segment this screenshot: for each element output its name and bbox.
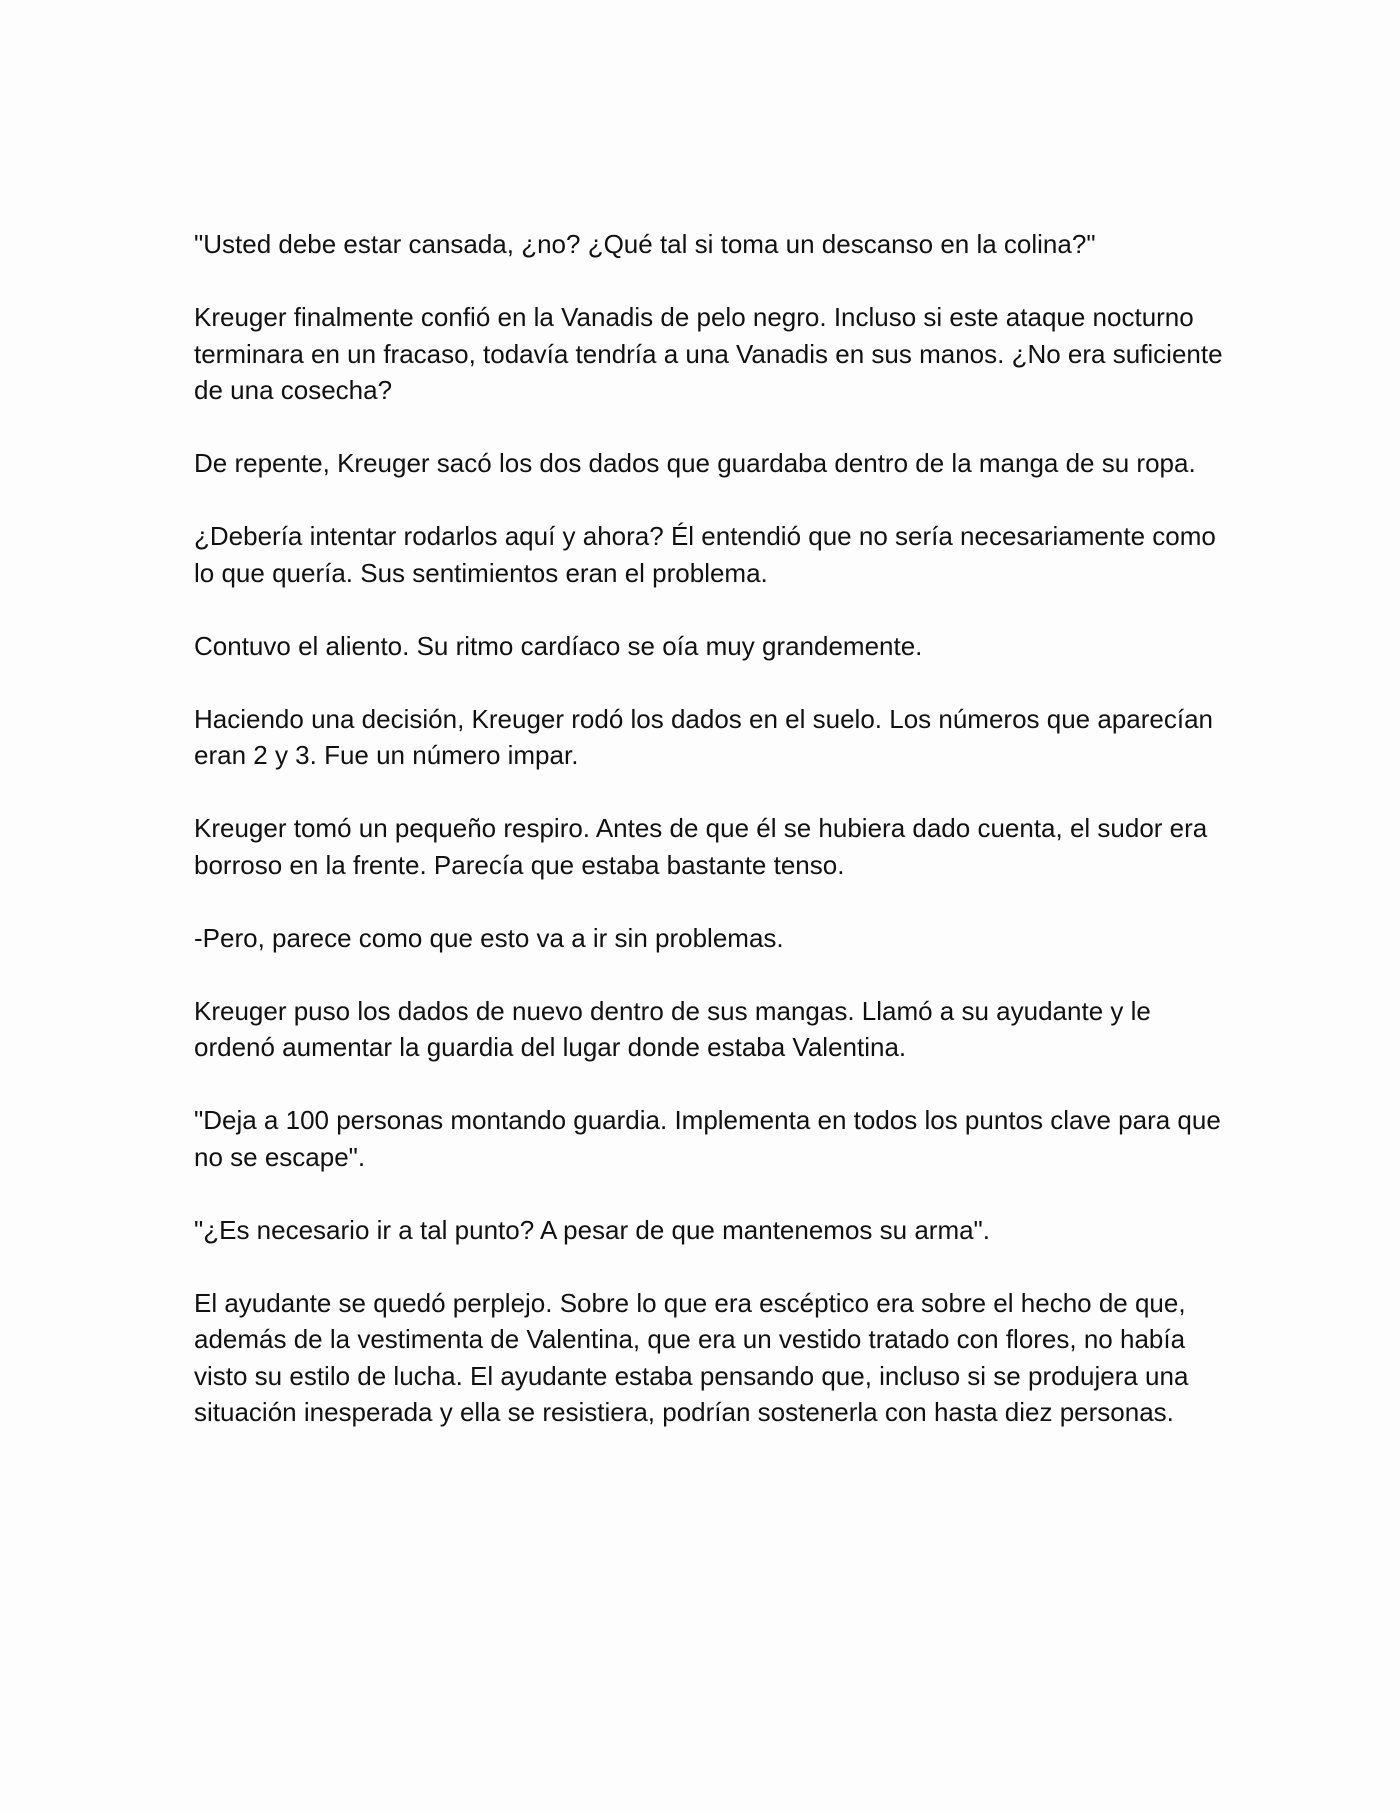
paragraph: Kreuger tomó un pequeño respiro. Antes de que él se hubiera dado cuenta, el sudor era borroso en la frente. Parecía que estaba bastante tenso. xyxy=(194,813,1208,880)
paragraph: "Deja a 100 personas montando guardia. Implementa en todos los puntos clave para que no se escape". xyxy=(194,1105,1221,1172)
paragraph: "Usted debe estar cansada, ¿no? ¿Qué tal si toma un descanso en la colina?" xyxy=(194,229,1096,259)
paragraph: Kreuger finalmente confió en la Vanadis de pelo negro. Incluso si este ataque nocturno terminara en un fracaso, todavía tendría a una Vanadis en sus manos. ¿No era suficiente de una cosecha? xyxy=(194,302,1223,405)
paragraph: "¿Es necesario ir a tal punto? A pesar de que mantenemos su arma". xyxy=(194,1214,991,1245)
document-body xyxy=(194,226,1224,1467)
paragraph: -Pero, parece como que esto va a ir sin problemas. xyxy=(194,922,784,953)
paragraph: Contuvo el aliento. Su ritmo cardíaco se oía muy grandemente. xyxy=(194,630,923,661)
paragraph: El ayudante se quedó perplejo. Sobre lo que era escéptico era sobre el hecho de que, además de la vestimenta de Valentina, que era un vestido tratado con flores, no había visto su estilo de lucha. El ayudante estaba pensando que, incluso si se produjera una situación inesperada y ella se resistiera, podrían sostenerla con hasta diez personas. xyxy=(194,1287,1189,1427)
paragraph: Haciendo una decisión, Kreuger rodó los dados en el suelo. Los números que aparecían eran 2 y 3. Fue un número impar. xyxy=(194,703,1214,770)
paragraph: ¿Debería intentar rodarlos aquí y ahora? Él entendió que no sería necesariamente como lo que quería. Sus sentimientos eran el problema. xyxy=(194,521,1216,588)
paragraph: De repente, Kreuger sacó los dos dados que guardaba dentro de la manga de su ropa. xyxy=(194,448,1196,478)
paragraph: Kreuger puso los dados de nuevo dentro de sus mangas. Llamó a su ayudante y le ordenó aumentar la guardia del lugar donde estaba Valentina. xyxy=(194,995,1151,1062)
